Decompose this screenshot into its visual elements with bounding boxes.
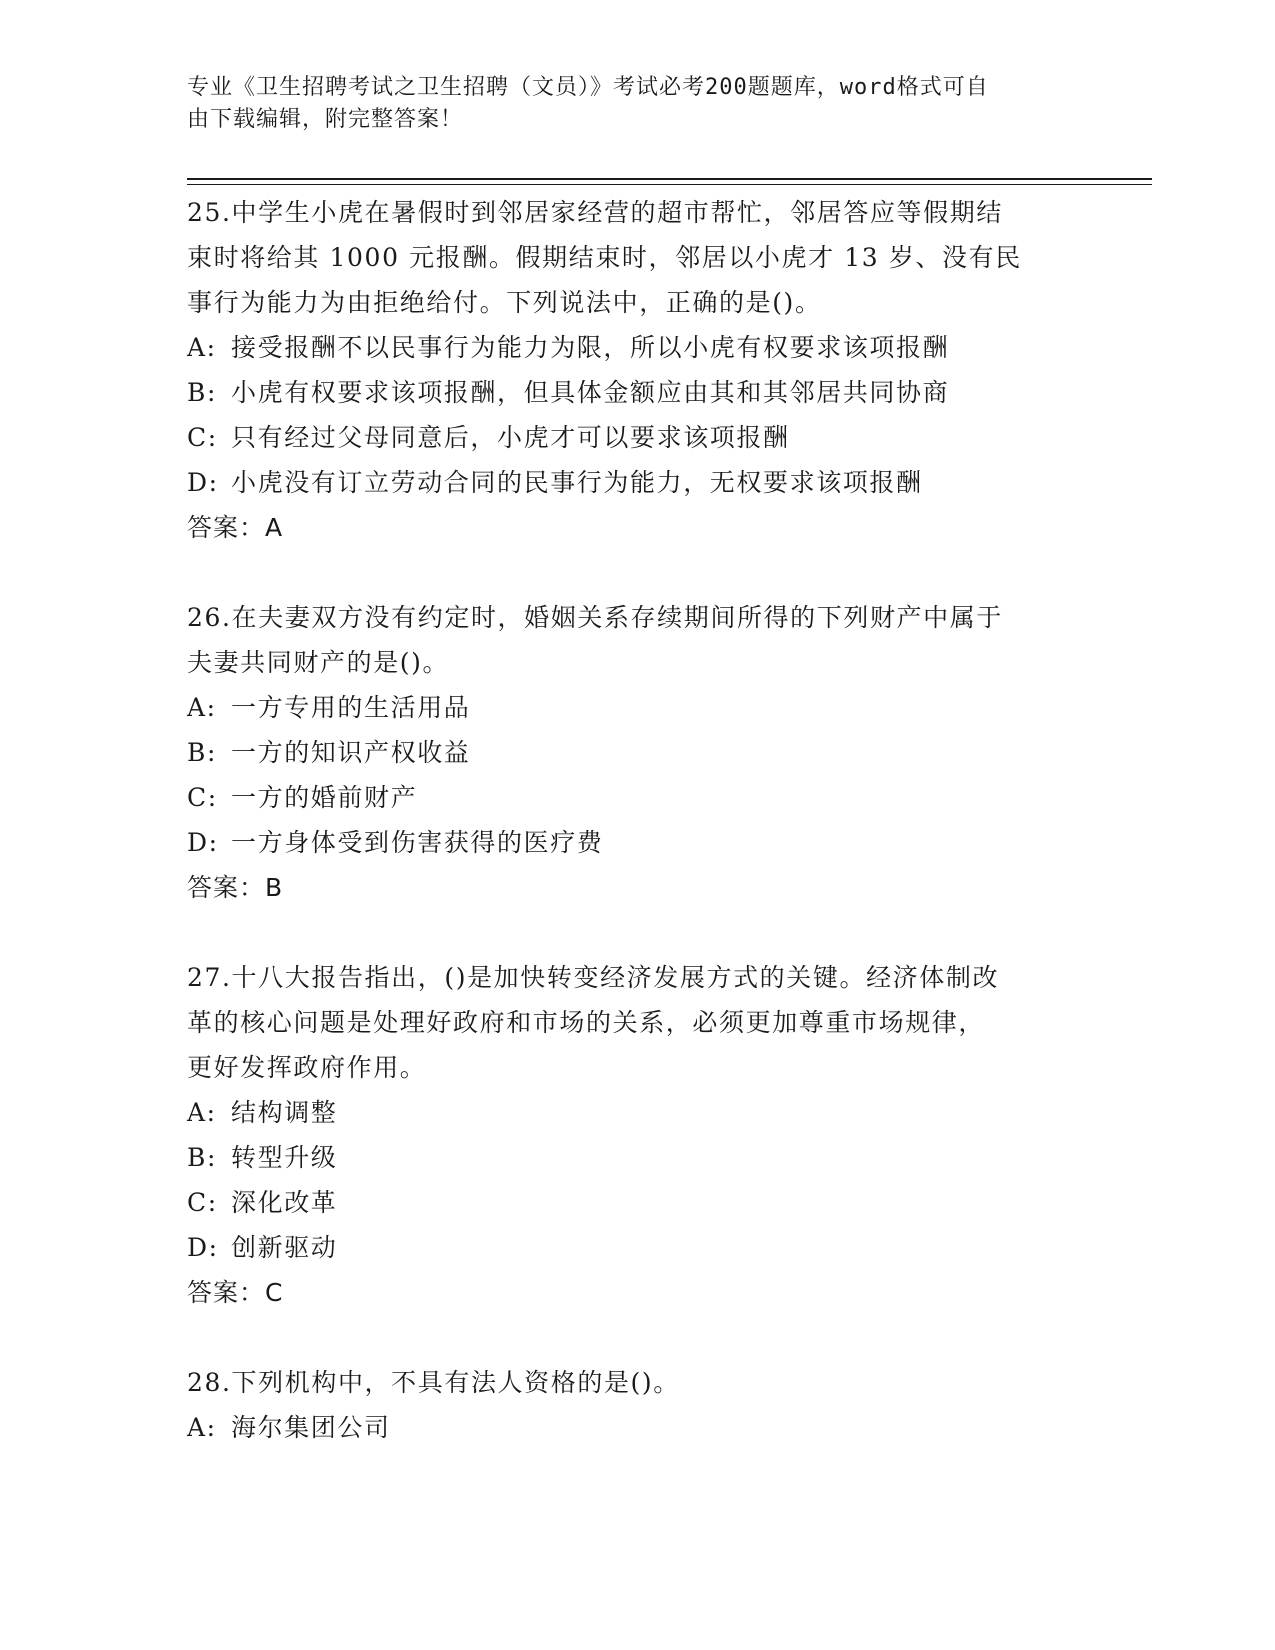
- option-text: 一方的知识产权收益: [231, 738, 471, 767]
- option-text: 一方专用的生活用品: [231, 693, 471, 722]
- question-list: [187, 190, 1087, 1495]
- option-key: B:: [187, 1143, 217, 1172]
- option-text: 海尔集团公司: [231, 1413, 391, 1442]
- header-line-2: 由下载编辑，附完整答案！: [187, 107, 464, 132]
- option-a: [187, 685, 1087, 730]
- option-text: 一方身体受到伤害获得的医疗费: [231, 828, 604, 857]
- option-key: A:: [187, 333, 217, 362]
- answer-line: 答案：A: [187, 513, 284, 542]
- option-key: D:: [187, 1233, 219, 1262]
- option-a: [187, 1405, 1087, 1450]
- option-text: 深化改革: [231, 1188, 338, 1217]
- question-stem-line: 25.中学生小虎在暑假时到邻居家经营的超市帮忙，邻居答应等假期结: [187, 198, 1003, 227]
- question-stem-line: 事行为能力为由拒绝给付。下列说法中，正确的是()。: [187, 288, 822, 317]
- option-key: A:: [187, 1098, 217, 1127]
- header-line-1: 专业《卫生招聘考试之卫生招聘（文员）》考试必考200题题库，word格式可自: [187, 75, 989, 100]
- option-text: 接受报酬不以民事行为能力为限，所以小虎有权要求该项报酬: [231, 333, 950, 362]
- option-text: 小虎没有订立劳动合同的民事行为能力，无权要求该项报酬: [231, 468, 923, 497]
- option-a: [187, 1090, 1087, 1135]
- question-26: [187, 595, 1087, 910]
- option-text: 只有经过父母同意后，小虎才可以要求该项报酬: [231, 423, 790, 452]
- question-stem-line: 28.下列机构中，不具有法人资格的是()。: [187, 1368, 680, 1397]
- option-c: [187, 1180, 1087, 1225]
- option-a: [187, 325, 1087, 370]
- option-text: 小虎有权要求该项报酬，但具体金额应由其和其邻居共同协商: [231, 378, 950, 407]
- option-key: D:: [187, 828, 219, 857]
- header-divider-thick: [187, 178, 1152, 180]
- question-stem-line: 束时将给其 1000 元报酬。假期结束时，邻居以小虎才 13 岁、没有民: [187, 243, 1022, 272]
- option-d: [187, 460, 1087, 505]
- answer-line: 答案：B: [187, 873, 284, 902]
- option-key: B:: [187, 738, 217, 767]
- option-b: [187, 730, 1087, 775]
- option-key: C:: [187, 423, 218, 452]
- option-key: C:: [187, 783, 218, 812]
- option-text: 转型升级: [231, 1143, 338, 1172]
- answer-line: 答案：C: [187, 1278, 284, 1307]
- option-d: [187, 1225, 1087, 1270]
- option-b: [187, 1135, 1087, 1180]
- option-d: [187, 820, 1087, 865]
- option-text: 结构调整: [231, 1098, 338, 1127]
- question-27: [187, 955, 1087, 1315]
- option-key: D:: [187, 468, 219, 497]
- option-b: [187, 370, 1087, 415]
- question-stem-line: 夫妻共同财产的是()。: [187, 648, 450, 677]
- question-stem-line: 26.在夫妻双方没有约定时，婚姻关系存续期间所得的下列财产中属于: [187, 603, 1003, 632]
- option-c: [187, 775, 1087, 820]
- question-25: [187, 190, 1087, 550]
- document-header: [187, 72, 1087, 136]
- question-stem-line: 27.十八大报告指出，()是加快转变经济发展方式的关键。经济体制改: [187, 963, 1000, 992]
- option-text: 创新驱动: [231, 1233, 338, 1262]
- option-text: 一方的婚前财产: [231, 783, 418, 812]
- option-c: [187, 415, 1087, 460]
- question-28: [187, 1360, 1087, 1450]
- header-divider-thin: [187, 184, 1152, 185]
- question-stem-line: 更好发挥政府作用。: [187, 1053, 427, 1082]
- question-stem-line: 革的核心问题是处理好政府和市场的关系，必须更加尊重市场规律，: [187, 1008, 986, 1037]
- option-key: A:: [187, 1413, 217, 1442]
- option-key: C:: [187, 1188, 218, 1217]
- option-key: A:: [187, 693, 217, 722]
- option-key: B:: [187, 378, 217, 407]
